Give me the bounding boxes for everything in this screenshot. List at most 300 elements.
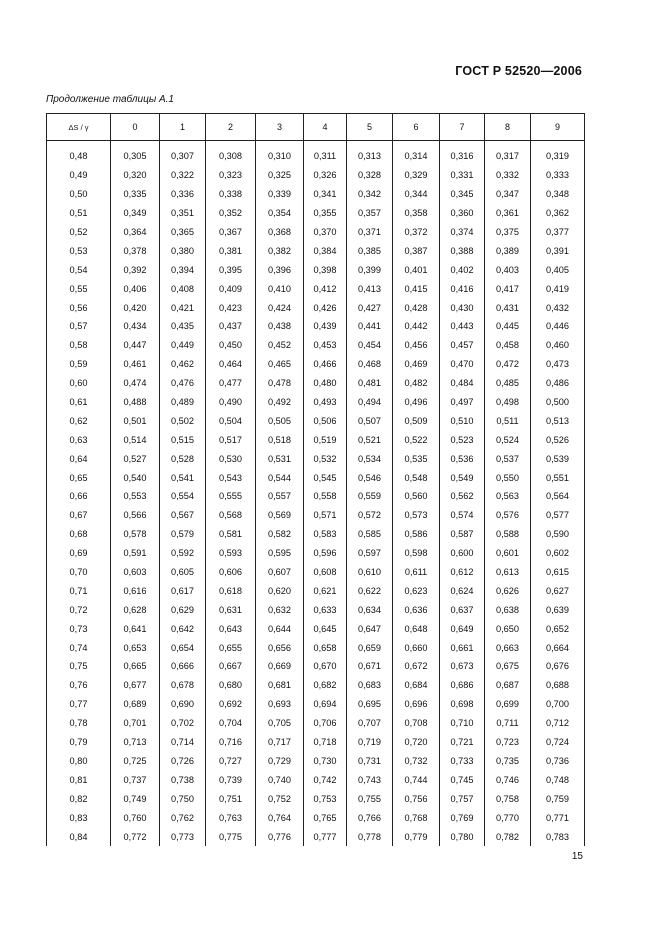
table-cell: 0,626 <box>485 581 531 600</box>
table-cell: 0,758 <box>485 789 531 808</box>
table-cell: 0,539 <box>531 449 585 468</box>
table-cell: 0,521 <box>347 430 393 449</box>
table-cell: 0,759 <box>531 789 585 808</box>
table-cell: 0,712 <box>531 714 585 733</box>
table-header-row <box>47 114 585 141</box>
table-cell: 0,460 <box>531 336 585 355</box>
table-cell: 0,716 <box>206 733 256 752</box>
table-cell: 0,751 <box>206 789 256 808</box>
table-cell: 0,545 <box>304 468 347 487</box>
table-cell: 0,693 <box>256 695 304 714</box>
table-row <box>47 827 585 846</box>
table-cell: 0,764 <box>256 808 304 827</box>
table-cell: 0,344 <box>393 185 440 204</box>
table-cell: 0,419 <box>531 279 585 298</box>
table-cell: 0,629 <box>160 600 206 619</box>
table-cell: 0,504 <box>206 411 256 430</box>
table-cell: 0,577 <box>531 506 585 525</box>
table-cell: 0,511 <box>485 411 531 430</box>
table-cell: 0,557 <box>256 487 304 506</box>
table-cell: 0,382 <box>256 241 304 260</box>
table-cell: 0,349 <box>111 204 160 223</box>
table-cell: 0,310 <box>256 141 304 166</box>
table-cell: 0,431 <box>485 298 531 317</box>
table-cell: 0,522 <box>393 430 440 449</box>
column-header: 8 <box>485 114 531 141</box>
table-cell: 0,689 <box>111 695 160 714</box>
table-cell: 0,766 <box>347 808 393 827</box>
row-key: 0,79 <box>47 733 111 752</box>
table-cell: 0,329 <box>393 166 440 185</box>
row-key: 0,67 <box>47 506 111 525</box>
table-cell: 0,485 <box>485 374 531 393</box>
table-cell: 0,621 <box>304 581 347 600</box>
table-cell: 0,438 <box>256 317 304 336</box>
table-cell: 0,481 <box>347 374 393 393</box>
table-cell: 0,707 <box>347 714 393 733</box>
table-row <box>47 141 585 166</box>
table-cell: 0,361 <box>485 204 531 223</box>
table-row <box>47 619 585 638</box>
table-cell: 0,566 <box>111 506 160 525</box>
table-cell: 0,585 <box>347 525 393 544</box>
table-cell: 0,579 <box>160 525 206 544</box>
table-cell: 0,757 <box>440 789 485 808</box>
table-cell: 0,509 <box>393 411 440 430</box>
table-cell: 0,627 <box>531 581 585 600</box>
table-cell: 0,608 <box>304 563 347 582</box>
row-key: 0,51 <box>47 204 111 223</box>
table-cell: 0,405 <box>531 260 585 279</box>
table-cell: 0,676 <box>531 657 585 676</box>
table-cell: 0,684 <box>393 676 440 695</box>
table-cell: 0,624 <box>440 581 485 600</box>
table-cell: 0,731 <box>347 752 393 771</box>
table-cell: 0,643 <box>206 619 256 638</box>
table-cell: 0,380 <box>160 241 206 260</box>
row-key: 0,81 <box>47 770 111 789</box>
column-header: 0 <box>111 114 160 141</box>
table-cell: 0,389 <box>485 241 531 260</box>
table-cell: 0,493 <box>304 393 347 412</box>
table-cell: 0,675 <box>485 657 531 676</box>
table-cell: 0,602 <box>531 544 585 563</box>
row-key: 0,57 <box>47 317 111 336</box>
table-cell: 0,477 <box>206 374 256 393</box>
table-row <box>47 279 585 298</box>
table-cell: 0,637 <box>440 600 485 619</box>
table-cell: 0,396 <box>256 260 304 279</box>
table-cell: 0,413 <box>347 279 393 298</box>
table-cell: 0,682 <box>304 676 347 695</box>
table-cell: 0,623 <box>393 581 440 600</box>
table-cell: 0,632 <box>256 600 304 619</box>
table-cell: 0,613 <box>485 563 531 582</box>
table-cell: 0,442 <box>393 317 440 336</box>
table-cell: 0,704 <box>206 714 256 733</box>
table-cell: 0,578 <box>111 525 160 544</box>
table-cell: 0,748 <box>531 770 585 789</box>
table-cell: 0,648 <box>393 619 440 638</box>
table-cell: 0,506 <box>304 411 347 430</box>
table-cell: 0,692 <box>206 695 256 714</box>
table-cell: 0,305 <box>111 141 160 166</box>
table-cell: 0,409 <box>206 279 256 298</box>
data-table <box>46 113 585 846</box>
table-cell: 0,612 <box>440 563 485 582</box>
table-caption: Продолжение таблицы А.1 <box>46 94 174 105</box>
table-cell: 0,500 <box>531 393 585 412</box>
table-cell: 0,661 <box>440 638 485 657</box>
table-cell: 0,313 <box>347 141 393 166</box>
table-cell: 0,342 <box>347 185 393 204</box>
table-cell: 0,760 <box>111 808 160 827</box>
table-cell: 0,753 <box>304 789 347 808</box>
table-cell: 0,544 <box>256 468 304 487</box>
row-key: 0,78 <box>47 714 111 733</box>
table-cell: 0,423 <box>206 298 256 317</box>
table-row <box>47 241 585 260</box>
table-cell: 0,445 <box>485 317 531 336</box>
table-cell: 0,586 <box>393 525 440 544</box>
table-cell: 0,401 <box>393 260 440 279</box>
column-header: 4 <box>304 114 347 141</box>
table-cell: 0,560 <box>393 487 440 506</box>
row-key: 0,75 <box>47 657 111 676</box>
table-cell: 0,372 <box>393 223 440 242</box>
table-cell: 0,513 <box>531 411 585 430</box>
table-cell: 0,507 <box>347 411 393 430</box>
table-cell: 0,462 <box>160 355 206 374</box>
row-key: 0,68 <box>47 525 111 544</box>
table-cell: 0,677 <box>111 676 160 695</box>
table-cell: 0,478 <box>256 374 304 393</box>
table-cell: 0,642 <box>160 619 206 638</box>
table-row <box>47 487 585 506</box>
table-cell: 0,437 <box>206 317 256 336</box>
table-cell: 0,647 <box>347 619 393 638</box>
table-cell: 0,598 <box>393 544 440 563</box>
table-row <box>47 544 585 563</box>
table-cell: 0,446 <box>531 317 585 336</box>
table-cell: 0,368 <box>256 223 304 242</box>
table-cell: 0,541 <box>160 468 206 487</box>
table-cell: 0,494 <box>347 393 393 412</box>
table-cell: 0,654 <box>160 638 206 657</box>
table-cell: 0,605 <box>160 563 206 582</box>
table-row <box>47 185 585 204</box>
table-cell: 0,762 <box>160 808 206 827</box>
table-row <box>47 393 585 412</box>
table-cell: 0,763 <box>206 808 256 827</box>
table-cell: 0,351 <box>160 204 206 223</box>
table-cell: 0,777 <box>304 827 347 846</box>
table-cell: 0,773 <box>160 827 206 846</box>
table-row <box>47 166 585 185</box>
table-cell: 0,311 <box>304 141 347 166</box>
row-key: 0,76 <box>47 676 111 695</box>
table-cell: 0,537 <box>485 449 531 468</box>
table-cell: 0,591 <box>111 544 160 563</box>
table-cell: 0,536 <box>440 449 485 468</box>
table-cell: 0,466 <box>304 355 347 374</box>
table-cell: 0,488 <box>111 393 160 412</box>
table-cell: 0,355 <box>304 204 347 223</box>
table-cell: 0,540 <box>111 468 160 487</box>
table-cell: 0,581 <box>206 525 256 544</box>
row-key: 0,58 <box>47 336 111 355</box>
table-cell: 0,492 <box>256 393 304 412</box>
table-row <box>47 714 585 733</box>
table-cell: 0,375 <box>485 223 531 242</box>
table-row <box>47 770 585 789</box>
table-cell: 0,398 <box>304 260 347 279</box>
row-key: 0,55 <box>47 279 111 298</box>
table-row <box>47 657 585 676</box>
table-cell: 0,489 <box>160 393 206 412</box>
table-cell: 0,331 <box>440 166 485 185</box>
table-cell: 0,453 <box>304 336 347 355</box>
table-cell: 0,687 <box>485 676 531 695</box>
table-cell: 0,667 <box>206 657 256 676</box>
table-cell: 0,631 <box>206 600 256 619</box>
column-header: 3 <box>256 114 304 141</box>
table-cell: 0,328 <box>347 166 393 185</box>
table-cell: 0,510 <box>440 411 485 430</box>
table-cell: 0,426 <box>304 298 347 317</box>
table-cell: 0,603 <box>111 563 160 582</box>
table-cell: 0,365 <box>160 223 206 242</box>
table-cell: 0,659 <box>347 638 393 657</box>
table-cell: 0,636 <box>393 600 440 619</box>
table-cell: 0,348 <box>531 185 585 204</box>
table-cell: 0,573 <box>393 506 440 525</box>
table-cell: 0,597 <box>347 544 393 563</box>
table-cell: 0,596 <box>304 544 347 563</box>
table-cell: 0,671 <box>347 657 393 676</box>
table-cell: 0,778 <box>347 827 393 846</box>
table-row <box>47 260 585 279</box>
table-row <box>47 581 585 600</box>
table-row <box>47 449 585 468</box>
table-cell: 0,410 <box>256 279 304 298</box>
table-cell: 0,568 <box>206 506 256 525</box>
table-cell: 0,430 <box>440 298 485 317</box>
table-cell: 0,770 <box>485 808 531 827</box>
table-cell: 0,474 <box>111 374 160 393</box>
table-cell: 0,468 <box>347 355 393 374</box>
table-cell: 0,519 <box>304 430 347 449</box>
table-cell: 0,394 <box>160 260 206 279</box>
table-cell: 0,655 <box>206 638 256 657</box>
table-row <box>47 223 585 242</box>
table-cell: 0,756 <box>393 789 440 808</box>
table-cell: 0,702 <box>160 714 206 733</box>
table-cell: 0,739 <box>206 770 256 789</box>
table-cell: 0,526 <box>531 430 585 449</box>
row-key: 0,59 <box>47 355 111 374</box>
row-key: 0,83 <box>47 808 111 827</box>
table-cell: 0,732 <box>393 752 440 771</box>
table-cell: 0,323 <box>206 166 256 185</box>
row-key: 0,73 <box>47 619 111 638</box>
table-cell: 0,779 <box>393 827 440 846</box>
row-key: 0,48 <box>47 141 111 166</box>
table-cell: 0,638 <box>485 600 531 619</box>
table-cell: 0,670 <box>304 657 347 676</box>
table-cell: 0,391 <box>531 241 585 260</box>
table-cell: 0,744 <box>393 770 440 789</box>
table-cell: 0,658 <box>304 638 347 657</box>
table-cell: 0,686 <box>440 676 485 695</box>
table-cell: 0,416 <box>440 279 485 298</box>
row-key: 0,69 <box>47 544 111 563</box>
column-header: 7 <box>440 114 485 141</box>
table-cell: 0,559 <box>347 487 393 506</box>
table-cell: 0,765 <box>304 808 347 827</box>
table-cell: 0,628 <box>111 600 160 619</box>
table-cell: 0,370 <box>304 223 347 242</box>
row-key: 0,70 <box>47 563 111 582</box>
table-cell: 0,362 <box>531 204 585 223</box>
table-cell: 0,606 <box>206 563 256 582</box>
table-cell: 0,725 <box>111 752 160 771</box>
table-cell: 0,673 <box>440 657 485 676</box>
table-cell: 0,737 <box>111 770 160 789</box>
table-cell: 0,718 <box>304 733 347 752</box>
table-cell: 0,399 <box>347 260 393 279</box>
table-cell: 0,530 <box>206 449 256 468</box>
table-cell: 0,377 <box>531 223 585 242</box>
table-cell: 0,524 <box>485 430 531 449</box>
row-key: 0,80 <box>47 752 111 771</box>
table-cell: 0,358 <box>393 204 440 223</box>
table-cell: 0,470 <box>440 355 485 374</box>
table-cell: 0,736 <box>531 752 585 771</box>
table-cell: 0,549 <box>440 468 485 487</box>
table-cell: 0,307 <box>160 141 206 166</box>
table-cell: 0,450 <box>206 336 256 355</box>
table-cell: 0,740 <box>256 770 304 789</box>
document-header: ГОСТ Р 52520—2006 <box>455 64 582 78</box>
table-cell: 0,617 <box>160 581 206 600</box>
table-cell: 0,582 <box>256 525 304 544</box>
table-cell: 0,439 <box>304 317 347 336</box>
table-cell: 0,447 <box>111 336 160 355</box>
table-cell: 0,620 <box>256 581 304 600</box>
table-cell: 0,782 <box>485 827 531 846</box>
table-cell: 0,562 <box>440 487 485 506</box>
row-key: 0,50 <box>47 185 111 204</box>
table-cell: 0,457 <box>440 336 485 355</box>
table-cell: 0,724 <box>531 733 585 752</box>
table-cell: 0,564 <box>531 487 585 506</box>
table-row <box>47 789 585 808</box>
table-cell: 0,558 <box>304 487 347 506</box>
table-cell: 0,461 <box>111 355 160 374</box>
table-cell: 0,484 <box>440 374 485 393</box>
table-cell: 0,750 <box>160 789 206 808</box>
table-cell: 0,745 <box>440 770 485 789</box>
row-key: 0,61 <box>47 393 111 412</box>
row-key: 0,66 <box>47 487 111 506</box>
table-cell: 0,672 <box>393 657 440 676</box>
table-cell: 0,515 <box>160 430 206 449</box>
table-cell: 0,316 <box>440 141 485 166</box>
table-cell: 0,424 <box>256 298 304 317</box>
row-key: 0,62 <box>47 411 111 430</box>
table-cell: 0,550 <box>485 468 531 487</box>
table-cell: 0,593 <box>206 544 256 563</box>
table-cell: 0,713 <box>111 733 160 752</box>
table-cell: 0,755 <box>347 789 393 808</box>
table-cell: 0,610 <box>347 563 393 582</box>
table-cell: 0,473 <box>531 355 585 374</box>
table-row <box>47 298 585 317</box>
table-cell: 0,588 <box>485 525 531 544</box>
table-cell: 0,681 <box>256 676 304 695</box>
table-cell: 0,616 <box>111 581 160 600</box>
row-key: 0,53 <box>47 241 111 260</box>
table-cell: 0,726 <box>160 752 206 771</box>
table-cell: 0,652 <box>531 619 585 638</box>
table-cell: 0,615 <box>531 563 585 582</box>
table-cell: 0,347 <box>485 185 531 204</box>
table-cell: 0,699 <box>485 695 531 714</box>
table-cell: 0,325 <box>256 166 304 185</box>
table-row <box>47 506 585 525</box>
table-cell: 0,601 <box>485 544 531 563</box>
table-cell: 0,435 <box>160 317 206 336</box>
table-cell: 0,381 <box>206 241 256 260</box>
table-row <box>47 600 585 619</box>
table-cell: 0,680 <box>206 676 256 695</box>
table-cell: 0,752 <box>256 789 304 808</box>
table-row <box>47 317 585 336</box>
table-cell: 0,551 <box>531 468 585 487</box>
table-cell: 0,480 <box>304 374 347 393</box>
table-cell: 0,523 <box>440 430 485 449</box>
table-cell: 0,432 <box>531 298 585 317</box>
table-cell: 0,517 <box>206 430 256 449</box>
table-cell: 0,769 <box>440 808 485 827</box>
table-cell: 0,649 <box>440 619 485 638</box>
table-cell: 0,548 <box>393 468 440 487</box>
table-cell: 0,690 <box>160 695 206 714</box>
table-cell: 0,364 <box>111 223 160 242</box>
table-cell: 0,498 <box>485 393 531 412</box>
table-cell: 0,528 <box>160 449 206 468</box>
table-cell: 0,385 <box>347 241 393 260</box>
table-cell: 0,319 <box>531 141 585 166</box>
table-cell: 0,546 <box>347 468 393 487</box>
column-header: 2 <box>206 114 256 141</box>
table-cell: 0,571 <box>304 506 347 525</box>
table-cell: 0,332 <box>485 166 531 185</box>
table-cell: 0,776 <box>256 827 304 846</box>
table-cell: 0,678 <box>160 676 206 695</box>
row-key: 0,52 <box>47 223 111 242</box>
table-cell: 0,746 <box>485 770 531 789</box>
table-row <box>47 430 585 449</box>
table-cell: 0,721 <box>440 733 485 752</box>
table-cell: 0,695 <box>347 695 393 714</box>
table-cell: 0,371 <box>347 223 393 242</box>
table-cell: 0,314 <box>393 141 440 166</box>
table-cell: 0,738 <box>160 770 206 789</box>
table-row <box>47 808 585 827</box>
table-cell: 0,417 <box>485 279 531 298</box>
